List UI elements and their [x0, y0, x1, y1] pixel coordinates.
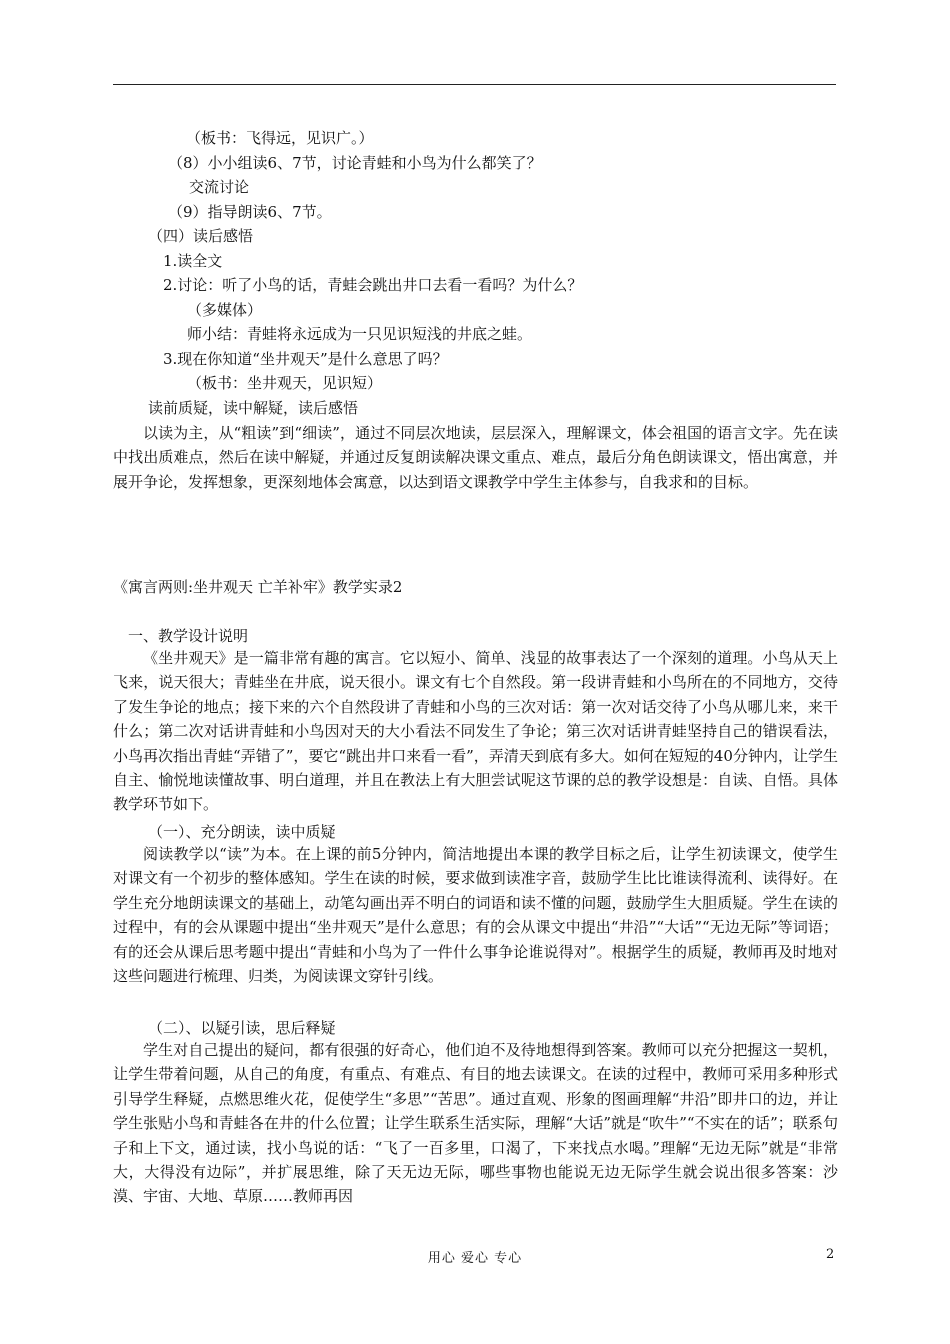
exchange-discussion-line: 交流讨论 — [189, 178, 250, 196]
record-title: 《寓言两则:坐井观天 亡羊补牢》教学实录2 — [113, 578, 403, 596]
teacher-summary-line: 师小结：青蛙将永远成为一只见识短浅的井底之蛙。 — [187, 325, 533, 343]
board-note-2: （板书：坐井观天，见识短） — [187, 374, 383, 392]
footer-text: 用心 爱心 专心 — [427, 1251, 523, 1266]
page-number: 2 — [826, 1247, 835, 1262]
item-3-line: 3.现在你知道“坐井观天”是什么意思了吗？ — [163, 350, 448, 368]
multimedia-line: （多媒体） — [187, 301, 263, 319]
summary-paragraph: 以读为主，从“粗读”到“细读”，通过不同层次地读，层层深入，理解课文，体会祖国的语言文字。先在读中找出质难点，然后在读中解疑，并通过反复朗读解决课文重点、难点，最后分角色朗读课文，悟出寓意，并展开争论，发挥想象，更深刻地体会寓意，以达到语文课教学中学生主体参与，自我求和的目标。 — [113, 424, 838, 491]
design-paragraph: 《坐井观天》是一篇非常有趣的寓言。它以短小、简单、浅显的故事表达了一个深刻的道理。小鸟从天上飞来，说天很大；青蛙坐在井底，说天很小。课文有七个自然段。第一段讲青蛙和小鸟所在的不同地方，交待了发生争论的地点；接下来的六个自然段讲了青蛙和小鸟的三次对话：第一次对话交待了小鸟从哪儿来，来干什么；第二次对话讲青蛙和小鸟因对天的大小看法不同发生了争论；第三次对话讲青蛙坚持自己的错误看法，小鸟再次指出青蛙“弄错了”，要它“跳出井口来看一看”，弄清天到底有多大。如何在短短的40分钟内，让学生自主、愉悦地读懂故事、明白道理，并且在教法上有大胆尝试呢这节课的总的教学设想是：自读、自悟。具体教学环节如下。 — [113, 649, 838, 814]
header-rule — [113, 84, 836, 85]
item-1-line: 1.读全文 — [163, 252, 223, 270]
item-2-line: 2.讨论：听了小鸟的话，青蛙会跳出井口去看一看吗？为什么？ — [163, 276, 583, 294]
step-8-line: （8）小小组读6、7节，讨论青蛙和小鸟为什么都笑了？ — [168, 154, 542, 172]
section-four-heading: （四）读后感悟 — [148, 227, 254, 245]
board-note-1: （板书：飞得远，见识广。） — [186, 129, 374, 147]
step-9-line: （9）指导朗读6、7节。 — [168, 203, 332, 221]
subsection-2-paragraph: 学生对自己提出的疑问，都有很强的好奇心，他们迫不及待地想得到答案。教师可以充分把握这一契机，让学生带着问题，从自己的角度，有重点、有难点、有目的地去读课文。在读的过程中，教师可采用多种形式引导学生释疑，点燃思维火花，促使学生“多思”“苦思”。通过直观、形象的图画理解“井沿”即井口的边，并让学生张贴小鸟和青蛙各在井的什么位置；让学生联系生活实际，理解“大话”就是“吹牛”“不实在的话”；联系句子和上下文，通过读，找小鸟说的话：“飞了一百多里，口渴了，下来找点水喝。”理解“无边无际”就是“非常大，大得没有边际”，并扩展思维，除了天无边无际，哪些事物也能说无边无际学生就会说出很多答案：沙漠、宇宙、大地、草原……教师再因 — [113, 1041, 838, 1206]
subsection-1-paragraph: 阅读教学以“读”为本。在上课的前5分钟内，简洁地提出本课的教学目标之后，让学生初读课文，使学生对课文有一个初步的整体感知。学生在读的时候，要求做到读准字音，鼓励学生比比谁读得流利、读得好。在学生充分地朗读课文的基础上，动笔勾画出弄不明白的词语和读不懂的问题，鼓励学生大胆质疑。学生在读的过程中，有的会从课题中提出“坐井观天”是什么意思；有的会从课文中提出“井沿”“大话”“无边无际”等词语；有的还会从课后思考题中提出“青蛙和小鸟为了一件什么事争论谁说得对”。根据学生的质疑，教师再及时地对这些问题进行梳理、归类，为阅读课文穿针引线。 — [113, 845, 838, 986]
subsection-1-heading: （一）、充分朗读，读中质疑 — [148, 823, 336, 841]
section-heading: 一、教学设计说明 — [128, 627, 249, 645]
subsection-2-heading: （二）、以疑引读，思后释疑 — [148, 1019, 336, 1037]
reading-stages-line: 读前质疑，读中解疑，读后感悟 — [148, 399, 359, 417]
